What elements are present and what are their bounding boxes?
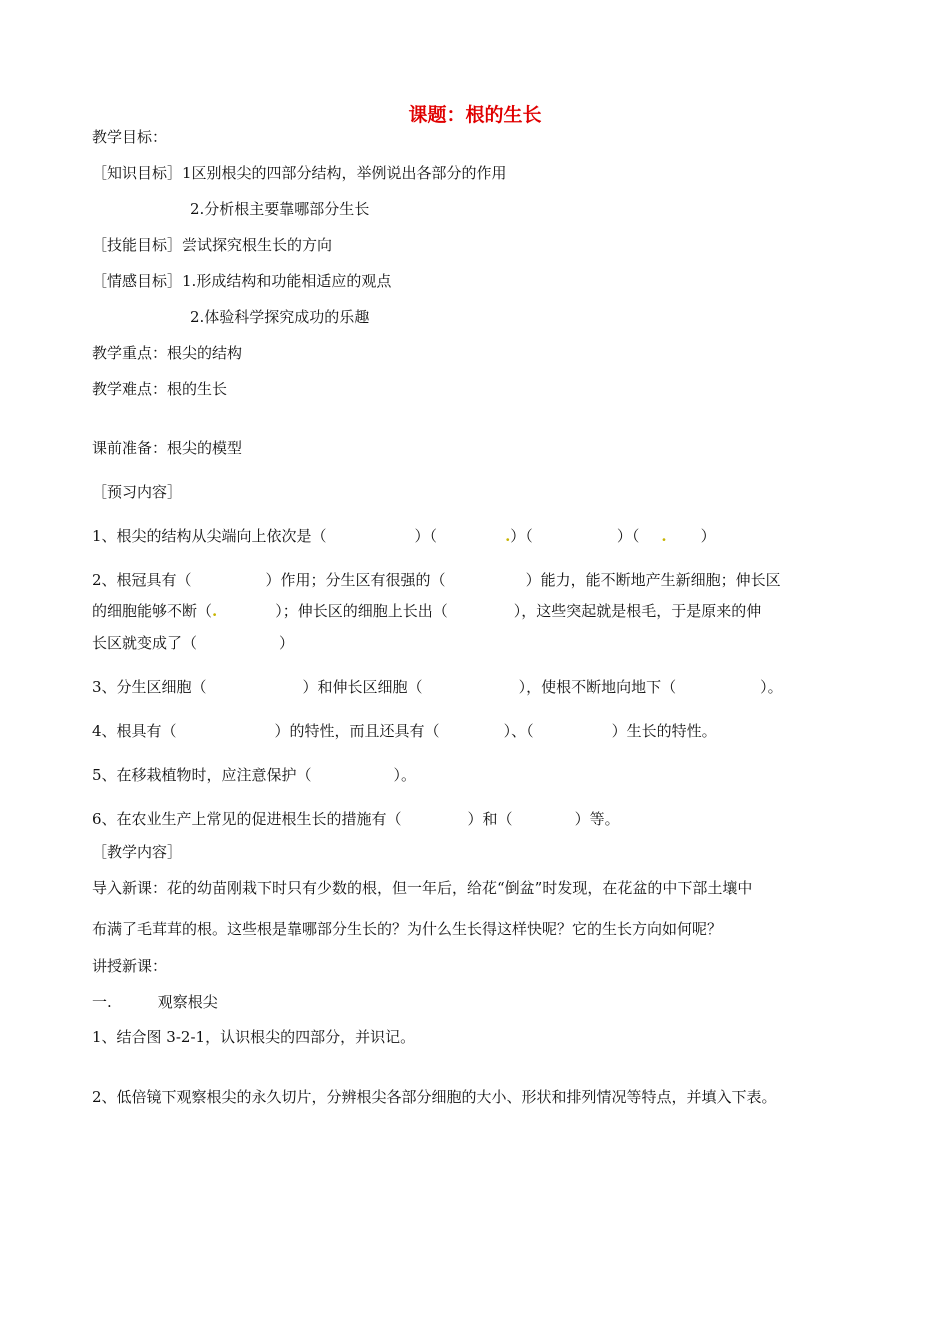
teaching-heading: ［教学内容］ bbox=[92, 843, 183, 861]
knowledge-objective bbox=[92, 163, 507, 183]
emotion-objective bbox=[92, 271, 391, 291]
page-title: 课题：根的生长 bbox=[408, 104, 542, 126]
skill-objective bbox=[92, 235, 332, 255]
lecture-heading: 讲授新课： bbox=[92, 957, 168, 975]
preview-question-3: 3、分生区细胞（ ）和伸长区细胞（ ），使根不断地向地下（ ）。 bbox=[92, 678, 783, 696]
section-1-number: 一. bbox=[92, 993, 112, 1011]
preview-question-6: 6、在农业生产上常见的促进根生长的措施有（ ）和（ ）等。 bbox=[92, 810, 620, 828]
difficulty: 教学难点：根的生长 bbox=[92, 380, 228, 398]
key-point: 教学重点：根尖的结构 bbox=[92, 344, 243, 362]
objectives-heading: 教学目标： bbox=[92, 128, 168, 146]
preview-question-2-line-3: 长区就变成了（ ） bbox=[92, 634, 295, 652]
preview-question-2-line-2: 的细胞能够不断（. ）；伸长区的细胞上长出（ ），这些突起就是根毛，于是原来的伸 bbox=[92, 602, 762, 620]
section-1-heading bbox=[92, 992, 218, 1012]
preview-question-4: 4、根具有（ ）的特性，而且还具有（ ）、（ ）生长的特性。 bbox=[92, 722, 717, 740]
knowledge-item-2: 2.分析根主要靠哪部分生长 bbox=[190, 200, 370, 218]
preparation: 课前准备：根尖的模型 bbox=[92, 439, 243, 457]
step-2: 2、低倍镜下观察根尖的永久切片，分辨根尖各部分细胞的大小、形状和排列情况等特点，并填入下表。 bbox=[92, 1088, 777, 1106]
intro-line-2: 布满了毛茸茸的根。这些根是靠哪部分生长的？为什么生长得这样快呢？它的生长方向如何呢？ bbox=[92, 920, 723, 938]
preview-question-5: 5、在移栽植物时，应注意保护（ ）。 bbox=[92, 766, 417, 784]
mark-dot: . bbox=[505, 527, 511, 545]
skill-item-1: 尝试探究根生长的方向 bbox=[182, 236, 333, 254]
knowledge-tag: ［知识目标］ bbox=[92, 164, 183, 182]
section-1-title: 观察根尖 bbox=[157, 993, 218, 1011]
preview-question-1: 1、根尖的结构从尖端向上依次是（ ）（ .）（ ）（ . ） bbox=[92, 527, 716, 545]
mark-dot: . bbox=[212, 602, 218, 620]
intro-line-1: 导入新课：花的幼苗刚栽下时只有少数的根，但一年后，给花“倒盆”时发现，在花盆的中下部土壤中 bbox=[92, 879, 753, 897]
emotion-item-1: 1.形成结构和功能相适应的观点 bbox=[182, 272, 392, 290]
mark-dot: . bbox=[661, 527, 667, 545]
knowledge-item-1: 1区别根尖的四部分结构，举例说出各部分的作用 bbox=[182, 164, 507, 182]
skill-tag: ［技能目标］ bbox=[92, 236, 183, 254]
step-1: 1、结合图 3-2-1，认识根尖的四部分，并识记。 bbox=[92, 1028, 416, 1046]
emotion-item-2: 2.体验科学探究成功的乐趣 bbox=[190, 308, 370, 326]
preview-heading: ［预习内容］ bbox=[92, 483, 183, 501]
emotion-tag: ［情感目标］ bbox=[92, 272, 183, 290]
preview-question-2-line-1: 2、根冠具有（ ）作用；分生区有很强的（ ）能力，能不断地产生新细胞；伸长区 bbox=[92, 571, 781, 589]
